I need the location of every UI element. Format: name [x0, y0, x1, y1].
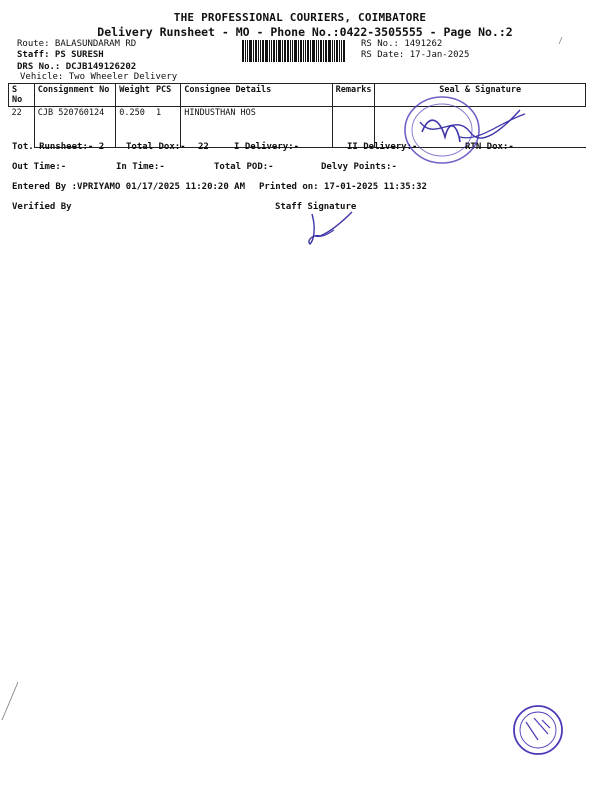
barcode-bar	[303, 40, 304, 62]
barcode-bar	[341, 40, 342, 62]
barcode-bar	[245, 40, 246, 62]
barcode-bar	[310, 40, 311, 62]
barcode-bar	[255, 40, 257, 62]
total-dox-label: Total Dox:-	[126, 142, 186, 152]
cell-consignee: HINDUSTHAN HOS	[181, 107, 332, 148]
barcode-bar	[282, 40, 283, 62]
tot-runsheet: Tot. Runsheet:- 2	[12, 142, 105, 152]
barcode-bar	[307, 40, 309, 62]
rtn-dox: RTN Dox:-	[465, 142, 514, 152]
col-header-sno: S No	[9, 84, 35, 107]
col-header-consignee: Consignee Details	[181, 84, 332, 107]
barcode-bar	[247, 40, 248, 62]
ii-delivery: II Delivery:-	[347, 142, 418, 152]
cell-weight: 0.250	[116, 107, 153, 148]
barcode-bar	[332, 40, 333, 62]
verified-by: Verified By	[12, 202, 72, 212]
cell-consignment: CJB 520760124	[34, 107, 115, 148]
barcode-bar	[294, 40, 297, 62]
barcode-bar	[298, 40, 299, 62]
staff-signature-label: Staff Signature	[275, 202, 357, 212]
barcode-bar	[269, 40, 270, 62]
barcode-bar	[290, 40, 291, 62]
barcode-bar	[265, 40, 268, 62]
barcode-bar	[328, 40, 331, 62]
in-time: In Time:-	[116, 162, 165, 172]
rs-number: RS No.: 1491262	[361, 39, 443, 49]
out-time: Out Time:-	[12, 162, 67, 172]
cell-pcs: 1	[153, 107, 181, 148]
route-text: Route: BALASUNDARAM RD	[17, 39, 137, 49]
hospital-seal-stamp	[400, 92, 540, 172]
barcode-bar	[262, 40, 264, 62]
staff-signature-scribble	[300, 210, 360, 250]
barcode-bar	[305, 40, 306, 62]
staff-text: Staff: PS SURESH	[17, 50, 104, 60]
col-header-seal: Seal & Signature	[375, 84, 586, 107]
barcode-bar	[249, 40, 252, 62]
barcode-bar	[336, 40, 338, 62]
col-header-pcs: PCS	[153, 84, 181, 107]
barcode-bar	[343, 40, 345, 62]
barcode-bar	[323, 40, 324, 62]
runsheet-title: Delivery Runsheet - MO - Phone No.:0422-3505555 - Page No.:2	[97, 25, 513, 39]
col-header-consignment: Consignment No	[34, 84, 115, 107]
entered-by: Entered By :VPRIYAMO 01/17/2025 11:20:20 AM	[12, 182, 245, 192]
barcode-bar	[325, 40, 327, 62]
barcode-bar	[287, 40, 289, 62]
margin-stroke-mark	[0, 680, 20, 730]
col-header-remarks: Remarks	[332, 84, 375, 107]
total-dox-value: 22	[198, 142, 209, 152]
delvy-points: Delvy Points:-	[321, 162, 397, 172]
barcode-bar	[260, 40, 261, 62]
barcode-bar	[276, 40, 277, 62]
barcode-bar	[258, 40, 259, 62]
i-delivery: I Delivery:-	[234, 142, 300, 152]
barcode-bar	[318, 40, 319, 62]
barcode-bar	[242, 40, 244, 62]
total-pod: Total POD:-	[214, 162, 274, 172]
barcode-bar	[316, 40, 317, 62]
barcode-bar	[284, 40, 286, 62]
barcode-bar	[253, 40, 254, 62]
company-name: THE PROFESSIONAL COURIERS, COIMBATORE	[173, 11, 427, 24]
barcode-image	[242, 40, 354, 62]
barcode-bar	[320, 40, 322, 62]
col-header-weight: Weight	[116, 84, 153, 107]
tpc-round-stamp	[508, 700, 568, 760]
rs-date: RS Date: 17-Jan-2025	[361, 50, 470, 60]
drs-number: DRS No.: DCJB149126202	[17, 62, 137, 72]
cell-sno: 22	[9, 107, 35, 148]
barcode-bar	[300, 40, 302, 62]
printed-on: Printed on: 17-01-2025 11:35:32	[259, 182, 427, 192]
barcode-bar	[273, 40, 275, 62]
vehicle-text: Vehicle: Two Wheeler Delivery	[20, 72, 178, 82]
barcode-bar	[271, 40, 272, 62]
barcode-bar	[278, 40, 281, 62]
barcode-bar	[312, 40, 315, 62]
barcode-bar	[339, 40, 340, 62]
corner-mark	[555, 36, 565, 46]
barcode-bar	[334, 40, 335, 62]
barcode-bar	[292, 40, 293, 62]
